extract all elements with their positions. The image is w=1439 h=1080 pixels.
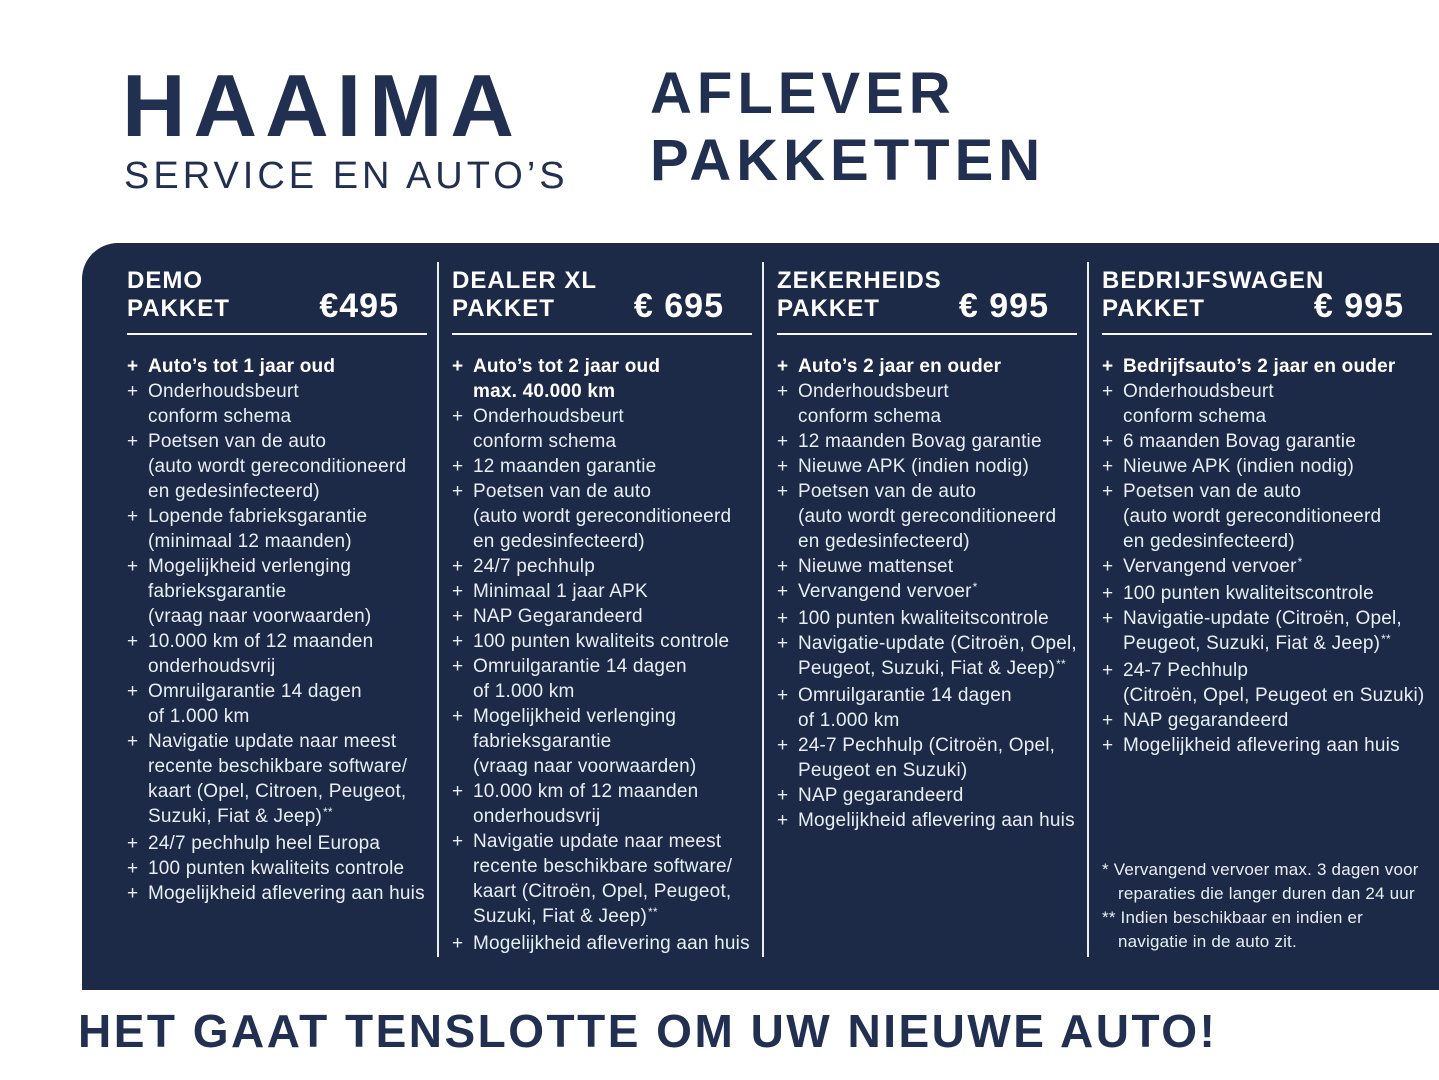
package-item	[452, 654, 752, 704]
plus-bullet: +	[127, 431, 139, 452]
package-item-line: + Auto’s 2 jaar en ouder	[777, 356, 1002, 377]
package-item-line: recente beschikbare software/	[148, 756, 408, 777]
package-item	[452, 604, 752, 629]
plus-bullet: +	[777, 556, 789, 577]
package-item	[452, 354, 752, 404]
plus-bullet: +	[1102, 710, 1114, 731]
plus-bullet: +	[1102, 481, 1114, 502]
package-item-line: + Navigatie update naar meest	[127, 731, 397, 752]
package-item-line: + Omruilgarantie 14 dagen	[127, 681, 362, 702]
package-item	[777, 579, 1077, 606]
package-item	[777, 429, 1077, 454]
plus-bullet: +	[1102, 456, 1114, 477]
package-item	[127, 554, 427, 629]
plus-bullet: +	[777, 381, 789, 402]
package-item-line: + Poetsen van de auto	[1102, 481, 1302, 502]
package-item-line: + Omruilgarantie 14 dagen	[452, 656, 687, 677]
footnote-line: reparaties die langer duren dan 24 uur	[1118, 884, 1415, 903]
plus-bullet: +	[452, 706, 464, 727]
column-divider	[1087, 262, 1089, 957]
plus-bullet: +	[452, 831, 464, 852]
package-item-line: + 100 punten kwaliteits controle	[452, 631, 730, 652]
dealer-logo-subtitle: SERVICE EN AUTO’S	[124, 155, 569, 197]
package-item-line: Peugeot en Suzuki)	[798, 760, 968, 781]
package-item-line: + 24/7 pechhulp	[452, 556, 595, 577]
package-name-line: PAKKET	[777, 295, 880, 322]
plus-bullet: +	[127, 833, 139, 854]
plus-bullet: +	[127, 356, 139, 377]
package-item	[1102, 733, 1432, 758]
plus-bullet: +	[452, 781, 464, 802]
plus-bullet: +	[777, 481, 789, 502]
package-item-line: kaart (Opel, Citroen, Peugeot,	[148, 781, 407, 802]
package-price: €495	[319, 287, 399, 325]
package-item-line: + 6 maanden Bovag garantie	[1102, 431, 1356, 452]
package-item	[777, 733, 1077, 783]
plus-bullet: +	[452, 456, 464, 477]
package-name-line: BEDRIJFSWAGEN	[1102, 267, 1325, 294]
package-item-line: (auto wordt gereconditioneerd	[148, 456, 407, 477]
package-item-line: + 12 maanden Bovag garantie	[777, 431, 1042, 452]
package-item-line: max. 40.000 km	[473, 381, 616, 402]
package-feature-list	[1102, 354, 1432, 758]
plus-bullet: +	[777, 810, 789, 831]
package-item	[1102, 554, 1432, 581]
package-item	[777, 354, 1077, 379]
package-item-line: of 1.000 km	[798, 710, 900, 731]
package-item-line: + 100 punten kwaliteitscontrole	[1102, 583, 1374, 604]
package-item-line: + 24-7 Pechhulp	[1102, 660, 1249, 681]
plus-bullet: +	[127, 506, 139, 527]
package-item	[127, 379, 427, 429]
package-item-line: + 24/7 pechhulp heel Europa	[127, 833, 381, 854]
package-item	[452, 629, 752, 654]
package-item	[777, 479, 1077, 554]
package-item-line: (auto wordt gereconditioneerd	[1123, 506, 1382, 527]
package-column-dealerxl-pakket	[452, 267, 752, 956]
package-item	[452, 554, 752, 579]
asterisk-note-marker: **	[323, 805, 333, 819]
plus-bullet: +	[127, 556, 139, 577]
package-item	[1102, 606, 1432, 658]
plus-bullet: +	[127, 731, 139, 752]
plus-bullet: +	[127, 883, 139, 904]
package-item-line: conform schema	[473, 431, 617, 452]
package-item-line: + Poetsen van de auto	[777, 481, 977, 502]
package-name-line: PAKKET	[1102, 295, 1205, 322]
package-item	[127, 831, 427, 856]
package-item	[127, 629, 427, 679]
package-column-bedrijfswagen-pakket	[1102, 267, 1432, 954]
package-item-line: + Mogelijkheid aflevering aan huis	[127, 883, 425, 904]
package-item-line: + Vervangend vervoer*	[777, 580, 978, 602]
header-underline	[1102, 333, 1432, 335]
package-item-line: + Lopende fabrieksgarantie	[127, 506, 368, 527]
column-divider	[762, 262, 764, 957]
header-underline	[777, 333, 1077, 335]
package-item	[452, 479, 752, 554]
package-item	[777, 783, 1077, 808]
package-item	[452, 931, 752, 956]
package-item	[1102, 454, 1432, 479]
package-item-line: + 24-7 Pechhulp (Citroën, Opel,	[777, 735, 1056, 756]
package-item-line: of 1.000 km	[473, 681, 575, 702]
plus-bullet: +	[1102, 660, 1114, 681]
package-item-line: fabrieksgarantie	[473, 731, 612, 752]
plus-bullet: +	[1102, 735, 1114, 756]
plus-bullet: +	[777, 431, 789, 452]
plus-bullet: +	[1102, 381, 1114, 402]
package-item-line: + Navigatie update naar meest	[452, 831, 722, 852]
package-item	[452, 579, 752, 604]
package-item	[1102, 658, 1432, 708]
package-item-line: + Navigatie-update (Citroën, Opel,	[777, 633, 1077, 654]
package-item-line: + Minimaal 1 jaar APK	[452, 581, 648, 602]
package-item-line: + Omruilgarantie 14 dagen	[777, 685, 1012, 706]
package-item-line: (vraag naar voorwaarden)	[473, 756, 697, 777]
plus-bullet: +	[777, 785, 789, 806]
package-item-line: + Onderhoudsbeurt	[127, 381, 299, 402]
package-item	[777, 683, 1077, 733]
package-item	[1102, 708, 1432, 733]
package-header	[777, 267, 1077, 323]
package-item-line: + Mogelijkheid verlenging	[127, 556, 352, 577]
plus-bullet: +	[777, 608, 789, 629]
asterisk-note-marker: **	[1056, 657, 1066, 671]
package-item-line: en gedesinfecteerd)	[1123, 531, 1295, 552]
package-name-line: PAKKET	[452, 295, 555, 322]
package-item-line: (auto wordt gereconditioneerd	[798, 506, 1057, 527]
package-item	[452, 404, 752, 454]
package-item-line: en gedesinfecteerd)	[148, 481, 320, 502]
package-item-line: + Mogelijkheid aflevering aan huis	[1102, 735, 1400, 756]
plus-bullet: +	[777, 581, 789, 602]
package-item-line: recente beschikbare software/	[473, 856, 733, 877]
asterisk-note-marker: **	[648, 905, 658, 919]
package-item-line: + Onderhoudsbeurt	[452, 406, 624, 427]
package-item-line: fabrieksgarantie	[148, 581, 287, 602]
package-item-line: (minimaal 12 maanden)	[148, 531, 352, 552]
package-item	[127, 429, 427, 504]
package-item-line: (auto wordt gereconditioneerd	[473, 506, 732, 527]
plus-bullet: +	[452, 481, 464, 502]
package-item	[452, 704, 752, 779]
package-item-line: + Mogelijkheid verlenging	[452, 706, 677, 727]
plus-bullet: +	[452, 631, 464, 652]
package-item	[127, 856, 427, 881]
package-item-line: of 1.000 km	[148, 706, 250, 727]
package-feature-list	[777, 354, 1077, 833]
package-item-line: + Vervangend vervoer*	[1102, 555, 1303, 577]
package-item-line: en gedesinfecteerd)	[798, 531, 970, 552]
package-item-line: conform schema	[798, 406, 942, 427]
package-feature-list	[127, 354, 427, 906]
plus-bullet: +	[777, 633, 789, 654]
package-item-line: + Bedrijfsauto’s 2 jaar en ouder	[1102, 356, 1396, 377]
footnotes	[1102, 858, 1432, 954]
plus-bullet: +	[1102, 608, 1114, 629]
footnote-line: ** Indien beschikbaar en indien er	[1102, 908, 1364, 927]
plus-bullet: +	[452, 406, 464, 427]
package-item-line: Suzuki, Fiat & Jeep)**	[148, 805, 333, 827]
plus-bullet: +	[452, 606, 464, 627]
column-divider	[437, 262, 439, 957]
package-item-line: + Mogelijkheid aflevering aan huis	[777, 810, 1075, 831]
package-item-line: onderhoudsvrij	[473, 806, 601, 827]
package-name-line: PAKKET	[127, 295, 230, 322]
package-item-line: + Poetsen van de auto	[127, 431, 327, 452]
package-item	[1102, 429, 1432, 454]
package-item-line: kaart (Citroën, Opel, Peugeot,	[473, 881, 732, 902]
package-item-line: + NAP gegarandeerd	[1102, 710, 1289, 731]
package-item-line: + 12 maanden garantie	[452, 456, 657, 477]
plus-bullet: +	[452, 933, 464, 954]
package-item-line: + 100 punten kwaliteitscontrole	[777, 608, 1049, 629]
package-item-line: + 10.000 km of 12 maanden	[452, 781, 699, 802]
packages-panel	[82, 243, 1439, 990]
plus-bullet: +	[777, 685, 789, 706]
package-item-line: + Nieuwe mattenset	[777, 556, 954, 577]
package-item-line: + Nieuwe APK (indien nodig)	[777, 456, 1030, 477]
package-item	[1102, 479, 1432, 554]
package-item	[777, 379, 1077, 429]
package-item-line: conform schema	[148, 406, 292, 427]
plus-bullet: +	[127, 858, 139, 879]
plus-bullet: +	[1102, 431, 1114, 452]
package-item	[1102, 379, 1432, 429]
plus-bullet: +	[1102, 556, 1114, 577]
footnote-line: navigatie in de auto zit.	[1118, 932, 1297, 951]
asterisk-note-marker: *	[972, 580, 978, 594]
page-title-line2: PAKKETTEN	[650, 128, 1046, 193]
package-item-line: + Navigatie-update (Citroën, Opel,	[1102, 608, 1402, 629]
package-item	[777, 606, 1077, 631]
package-item	[452, 829, 752, 931]
plus-bullet: +	[452, 581, 464, 602]
plus-bullet: +	[452, 656, 464, 677]
page-title	[650, 60, 1045, 194]
asterisk-note-marker: *	[1297, 555, 1303, 569]
package-header	[452, 267, 752, 323]
package-item	[127, 354, 427, 379]
package-price: € 995	[1313, 287, 1404, 325]
package-item-line: Suzuki, Fiat & Jeep)**	[473, 905, 658, 927]
package-item-line: + Onderhoudsbeurt	[777, 381, 949, 402]
package-price: € 995	[958, 287, 1049, 325]
package-price: € 695	[633, 287, 724, 325]
package-item-line: onderhoudsvrij	[148, 656, 276, 677]
package-item	[452, 779, 752, 829]
package-item	[127, 679, 427, 729]
package-item	[1102, 354, 1432, 379]
package-item-line: (vraag naar voorwaarden)	[148, 606, 372, 627]
package-column-demo-pakket	[127, 267, 427, 906]
package-name-line: DEALER XL	[452, 267, 598, 294]
plus-bullet: +	[452, 356, 464, 377]
header-underline	[127, 333, 427, 335]
package-name-line: ZEKERHEIDS	[777, 267, 942, 294]
plus-bullet: +	[127, 631, 139, 652]
package-item	[452, 454, 752, 479]
plus-bullet: +	[777, 456, 789, 477]
package-item-line: + Poetsen van de auto	[452, 481, 652, 502]
package-feature-list	[452, 354, 752, 956]
package-item-line: conform schema	[1123, 406, 1267, 427]
package-item-line: + Auto’s tot 1 jaar oud	[127, 356, 336, 377]
package-item-line: + Mogelijkheid aflevering aan huis	[452, 933, 750, 954]
package-item	[777, 454, 1077, 479]
package-column-zekerheids-pakket	[777, 267, 1077, 833]
package-item	[777, 554, 1077, 579]
package-item-line: Peugeot, Suzuki, Fiat & Jeep)**	[1123, 632, 1391, 654]
package-item	[777, 631, 1077, 683]
page-title-line1: AFLEVER	[650, 61, 956, 126]
footnote-line: * Vervangend vervoer max. 3 dagen voor	[1102, 860, 1419, 879]
plus-bullet: +	[127, 381, 139, 402]
tagline: HET GAAT TENSLOTTE OM UW NIEUWE AUTO!	[78, 1005, 1218, 1057]
package-item-line: Peugeot, Suzuki, Fiat & Jeep)**	[798, 657, 1066, 679]
plus-bullet: +	[452, 556, 464, 577]
package-item-line: + Onderhoudsbeurt	[1102, 381, 1274, 402]
plus-bullet: +	[127, 681, 139, 702]
package-item-line: + Nieuwe APK (indien nodig)	[1102, 456, 1355, 477]
package-item-line: + NAP gegarandeerd	[777, 785, 964, 806]
package-item	[1102, 581, 1432, 606]
package-name-line: DEMO	[127, 267, 203, 294]
plus-bullet: +	[1102, 583, 1114, 604]
package-item	[127, 729, 427, 831]
package-item-line: en gedesinfecteerd)	[473, 531, 645, 552]
plus-bullet: +	[1102, 356, 1114, 377]
package-item-line: + NAP Gegarandeerd	[452, 606, 643, 627]
package-header	[1102, 267, 1432, 323]
package-item	[127, 504, 427, 554]
package-item-line: + 100 punten kwaliteits controle	[127, 858, 405, 879]
package-item-line: (Citroën, Opel, Peugeot en Suzuki)	[1123, 685, 1425, 706]
plus-bullet: +	[777, 735, 789, 756]
package-item-line: + 10.000 km of 12 maanden	[127, 631, 374, 652]
package-header	[127, 267, 427, 323]
plus-bullet: +	[777, 356, 789, 377]
package-item	[127, 881, 427, 906]
asterisk-note-marker: **	[1381, 632, 1391, 646]
dealer-logo-title: HAAIMA	[122, 56, 522, 155]
package-item-line: + Auto’s tot 2 jaar oud	[452, 356, 661, 377]
package-item	[777, 808, 1077, 833]
header-underline	[452, 333, 752, 335]
